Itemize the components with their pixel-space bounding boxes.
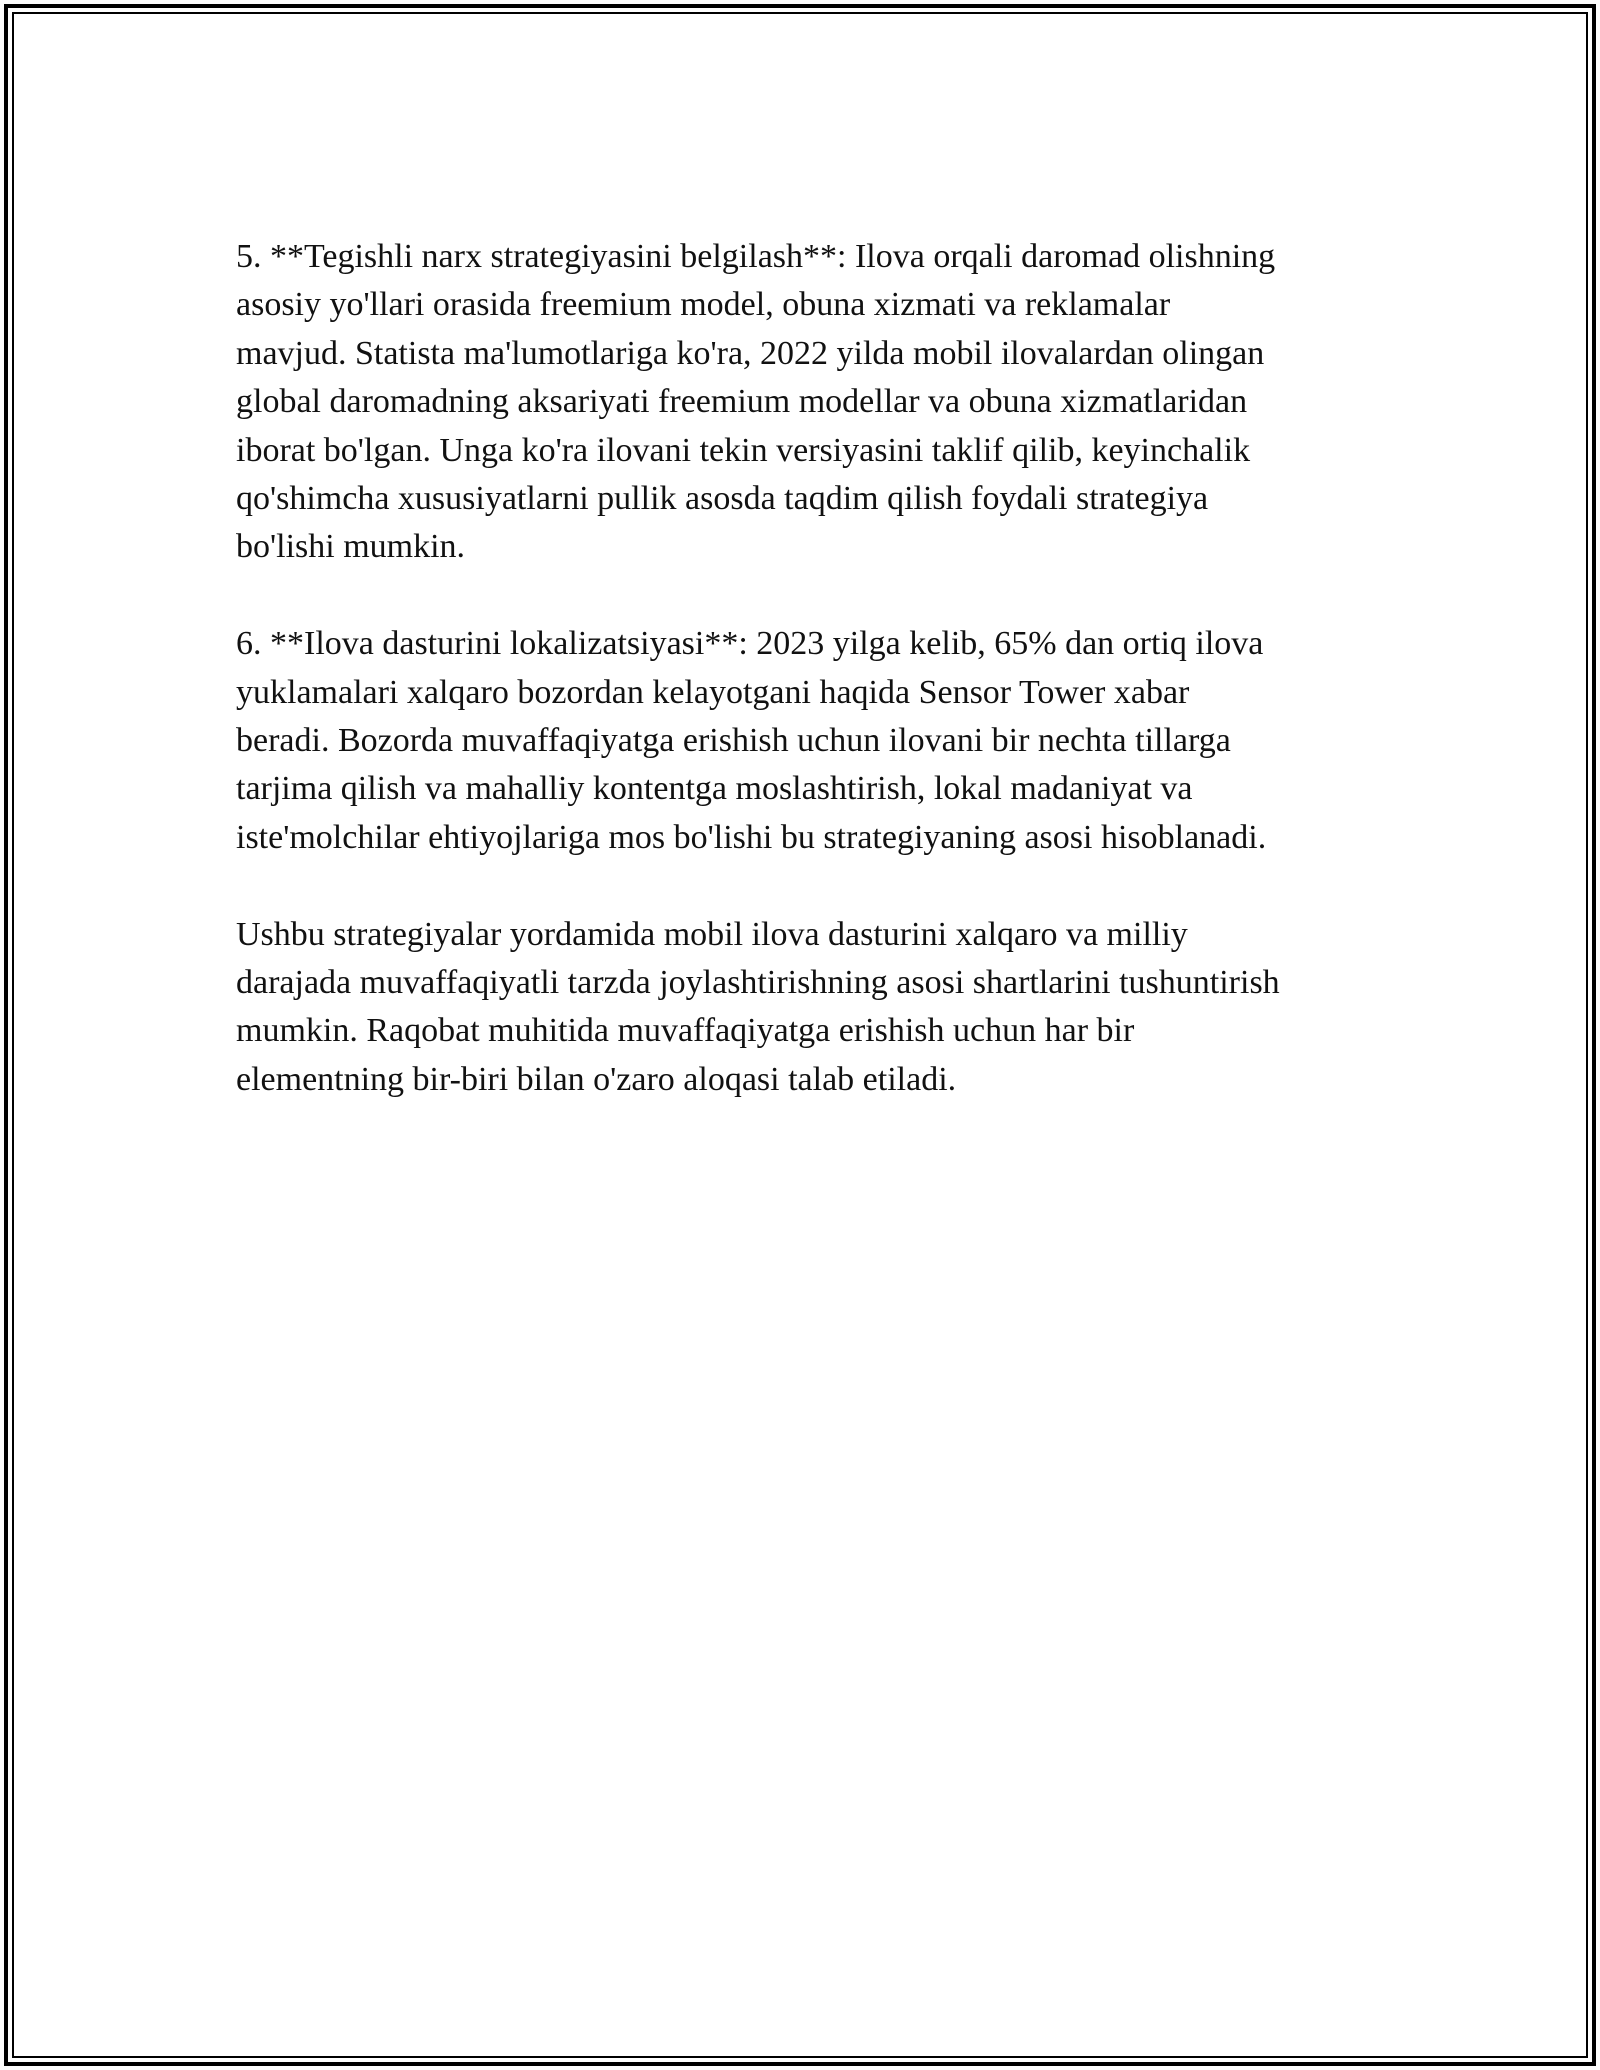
paragraph-pricing-strategy: 5. **Tegishli narx strategiyasini belgilash**: Ilova orqali daromad olishning asosiy yo'llari orasida freemium model, obuna xizmati va reklamalar mavjud. Statista ma'lumotlariga ko'ra, 2022 yilda mobil ilovalardan olingan global daromadning aksariyati freemium modellar va obuna xizmatlaridan iborat bo'lgan. Unga ko'ra ilovani tekin versiyasini taklif qilib, keyinchalik qo'shimcha xususiyatlarni pullik asosda taqdim qilish foydali strategiya bo'lishi mumkin. — [236, 238, 1276, 566]
document-body — [236, 233, 1376, 1153]
paragraph-conclusion: Ushbu strategiyalar yordamida mobil ilova dasturini xalqaro va milliy darajada muvaffaqiyatli tarzda joylashtirishning asosi shartlarini tushuntirish mumkin. Raqobat muhitida muvaffaqiyatga erishish uchun har bir elementning bir-biri bilan o'zaro aloqasi talab etiladi. — [236, 915, 1280, 1098]
paragraph-localization: 6. **Ilova dasturini lokalizatsiyasi**: 2023 yilga kelib, 65% dan ortiq ilova yuklamalari xalqaro bozordan kelayotgani haqida Sensor Tower xabar beradi. Bozorda muvaffaqiyatga erishish uchun ilovani bir nechta tillarga tarjima qilish va mahalliy kontentga moslashtirish, lokal madaniyat va iste'molchilar ehtiyojlariga mos bo'lishi bu strategiyaning asosi hisoblanadi. — [236, 625, 1267, 856]
